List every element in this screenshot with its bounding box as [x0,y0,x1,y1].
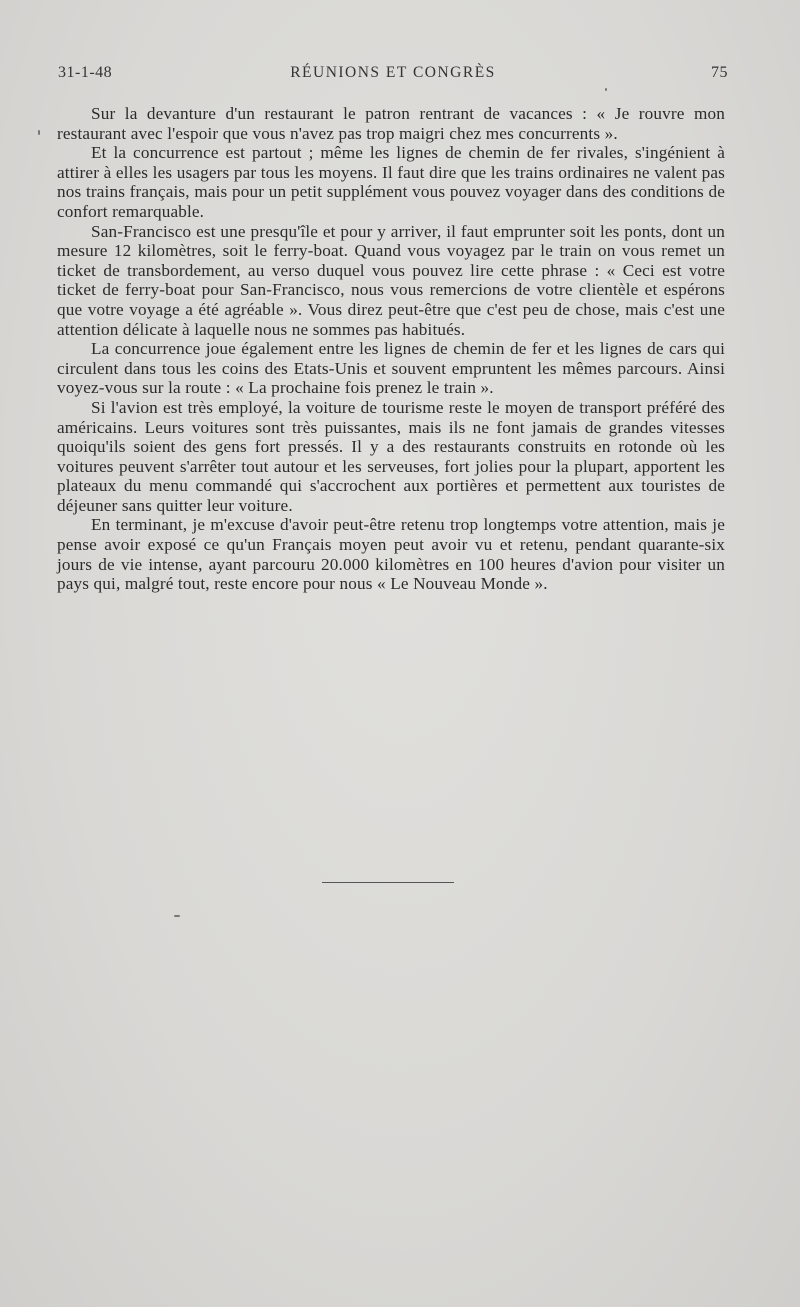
paragraph: Si l'avion est très employé, la voiture de tourisme reste le moyen de transport préféré des américains. Leurs voitures sont très puissantes, mais ils ne font jamais de grandes vitesses quoiqu'ils soient des gens fort pressés. Il y a des restaurants construits en rotonde où les voitures peuvent s'arrêter tout autour et les serveuses, fort jolies pour la plupart, apportent les plateaux du menu commandé qui s'accrochent aux portières et permettent aux touristes de déjeuner sans quitter leur voiture. [57,397,725,515]
paragraph: Et la concurrence est partout ; même les lignes de chemin de fer rivales, s'ingénient à attirer à elles les usagers par tous les moyens. Il faut dire que les trains ordinaires ne valent pas nos trains français, mais pour un petit supplément vous pouvez voyager dans des conditions de confort remarquable. [57,143,725,221]
speck [174,915,180,917]
paragraph: San-Francisco est une presqu'île et pour y arriver, il faut emprunter soit les ponts, dont un mesure 12 kilomètres, soit le ferry-boat. Quand vous voyagez par le train on vous remet un ticket de transbordement, au verso duquel vous pouvez lire cette phrase : « Ceci est votre ticket de ferry-boat pour San-Francisco, nous vous remercions de votre clientèle et espérons que votre voyage a été agréable ». Vous direz peut-être que c'est peu de chose, mais c'est une attention délicate à laquelle nous ne sommes pas habitués. [57,221,725,339]
end-rule [322,882,454,883]
speck [605,88,607,91]
speck [38,130,40,135]
header-date: 31-1-48 [58,64,113,81]
paragraph: En terminant, je m'excuse d'avoir peut-être retenu trop longtemps votre attention, mais je pense avoir exposé ce qu'un Français moyen peut avoir vu et retenu, pendant quarante-six jours de vie intense, ayant parcouru 20.000 kilomètres en 100 heures d'avion pour visiter un pays qui, malgré tout, reste encore pour nous « Le Nouveau Monde ». [57,515,725,594]
page-header [58,64,728,86]
article-body [57,104,725,594]
header-page-number: 75 [711,64,728,81]
header-title: RÉUNIONS ET CONGRÈS [290,64,496,81]
paragraph: Sur la devanture d'un restaurant le patron rentrant de vacances : « Je rouvre mon restaurant avec l'espoir que vous n'avez pas trop maigri chez mes concurrents ». [57,104,725,143]
paragraph: La concurrence joue également entre les lignes de chemin de fer et les lignes de cars qui circulent dans tous les coins des Etats-Unis et souvent empruntent les mêmes parcours. Ainsi voyez-vous sur la route : « La prochaine fois prenez le train ». [57,339,725,398]
